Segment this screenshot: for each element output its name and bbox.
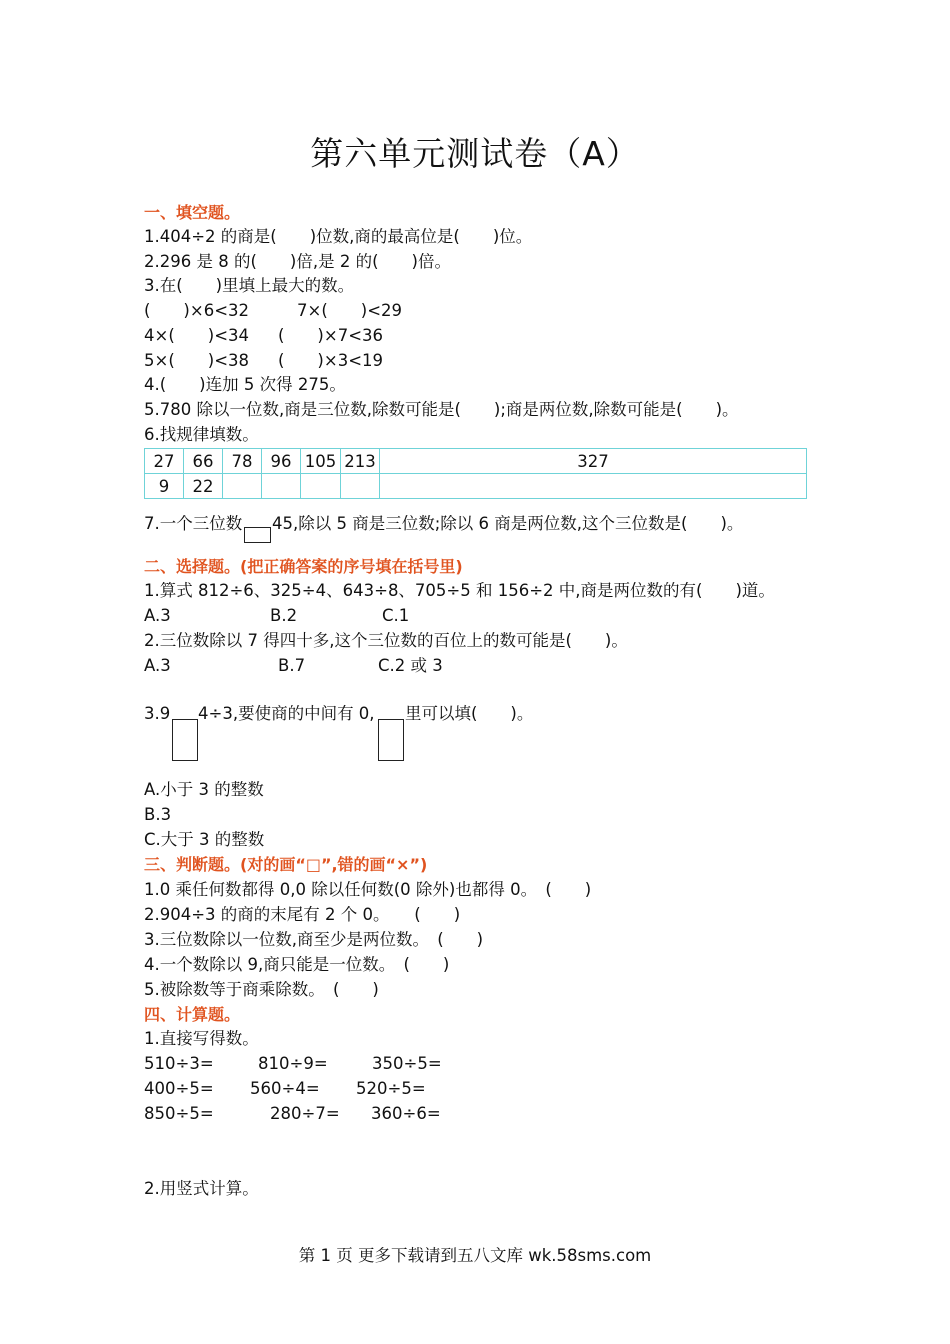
choice-q3-option-c: C.大于 3 的整数 [144, 830, 265, 849]
judge-question-5: 5.被除数等于商乘除数。 ( ) [144, 980, 379, 999]
pattern-cell: 327 [380, 449, 807, 474]
choice-q3-option-a: A.小于 3 的整数 [144, 780, 264, 799]
fill-question-2: 2.296 是 8 的( )倍,是 2 的( )倍。 [144, 252, 451, 271]
judge-question-4: 4.一个数除以 9,商只能是一位数。 ( ) [144, 955, 450, 974]
calc-item: 850÷5= [144, 1104, 214, 1123]
judge-question-3: 3.三位数除以一位数,商至少是两位数。 ( ) [144, 930, 484, 949]
choice-question-3-part-1: 3.9 [144, 704, 171, 723]
pattern-cell-blank[interactable] [262, 474, 301, 499]
choice-q1-option-a: A.3 [144, 606, 171, 625]
pattern-cell: 66 [184, 449, 223, 474]
calc-item: 360÷6= [371, 1104, 441, 1123]
pattern-row-2 [145, 474, 807, 499]
calc-question-2: 2.用竖式计算。 [144, 1179, 259, 1198]
fill-question-6: 6.找规律填数。 [144, 425, 259, 444]
choice-q2-option-b: B.7 [278, 656, 306, 675]
calc-item: 510÷3= [144, 1054, 214, 1073]
fill-question-1: 1.404÷2 的商是( )位数,商的最高位是( )位。 [144, 227, 533, 246]
fill-q3-item-a: ( )×6<32 [144, 301, 250, 320]
choice-q2-option-c: C.2 或 3 [378, 656, 443, 675]
fill-question-7-end: 45,除以 5 商是三位数;除以 6 商是两位数,这个三位数是( )。 [272, 514, 744, 533]
page-title: 第六单元测试卷（A） [310, 134, 640, 173]
pattern-cell: 105 [301, 449, 341, 474]
pattern-row-1 [145, 449, 807, 474]
choice-question-1: 1.算式 812÷6、325÷4、643÷8、705÷5 和 156÷2 中,商是两位数的有( )道。 [144, 581, 775, 600]
pattern-cell: 96 [262, 449, 301, 474]
pattern-cell-blank[interactable] [223, 474, 262, 499]
digit-box[interactable] [244, 527, 271, 543]
fill-question-7-start: 7.一个三位数 [144, 514, 243, 533]
pattern-cell: 27 [145, 449, 184, 474]
judge-question-2: 2.904÷3 的商的末尾有 2 个 0。 ( ) [144, 905, 461, 924]
pattern-cell-blank[interactable] [341, 474, 380, 499]
choice-q3-option-b: B.3 [144, 805, 172, 824]
calc-item: 280÷7= [270, 1104, 340, 1123]
choice-q1-option-c: C.1 [382, 606, 410, 625]
digit-box[interactable] [378, 719, 404, 761]
calc-item: 350÷5= [372, 1054, 442, 1073]
calc-item: 400÷5= [144, 1079, 214, 1098]
choice-question-3-part-2: 4÷3,要使商的中间有 0, [198, 704, 375, 723]
digit-box[interactable] [172, 719, 198, 761]
pattern-cell: 9 [145, 474, 184, 499]
fill-question-5: 5.780 除以一位数,商是三位数,除数可能是( );商是两位数,除数可能是( )。 [144, 400, 739, 419]
choice-question-2: 2.三位数除以 7 得四十多,这个三位数的百位上的数可能是( )。 [144, 631, 628, 650]
pattern-cell: 213 [341, 449, 380, 474]
calc-item: 520÷5= [356, 1079, 426, 1098]
fill-q3-item-b: 7×( )<29 [297, 301, 403, 320]
fill-question-3: 3.在( )里填上最大的数。 [144, 276, 355, 295]
section-heading-judge: 三、判断题。(对的画“□”,错的画“×”) [144, 855, 428, 874]
calc-item: 560÷4= [250, 1079, 320, 1098]
pattern-cell: 78 [223, 449, 262, 474]
choice-q2-option-a: A.3 [144, 656, 171, 675]
fill-q3-item-f: ( )×3<19 [278, 351, 384, 370]
choice-q1-option-b: B.2 [270, 606, 298, 625]
fill-question-4: 4.( )连加 5 次得 275。 [144, 375, 346, 394]
choice-question-3-part-3: 里可以填( )。 [405, 704, 534, 723]
pattern-cell-blank[interactable] [301, 474, 341, 499]
calc-item: 810÷9= [258, 1054, 328, 1073]
fill-q3-item-c: 4×( )<34 [144, 326, 250, 345]
pattern-table [144, 448, 807, 499]
fill-q3-item-d: ( )×7<36 [278, 326, 384, 345]
section-heading-choice: 二、选择题。(把正确答案的序号填在括号里) [144, 557, 463, 576]
judge-question-1: 1.0 乘任何数都得 0,0 除以任何数(0 除外)也都得 0。 ( ) [144, 880, 592, 899]
section-heading-fill: 一、填空题。 [144, 203, 241, 222]
pattern-cell: 22 [184, 474, 223, 499]
section-heading-calc: 四、计算题。 [144, 1005, 241, 1024]
calc-question-1: 1.直接写得数。 [144, 1029, 259, 1048]
pattern-cell-blank[interactable] [380, 474, 807, 499]
fill-q3-item-e: 5×( )<38 [144, 351, 250, 370]
page-footer: 第 1 页 更多下载请到五八文库 wk.58sms.com [298, 1246, 652, 1265]
